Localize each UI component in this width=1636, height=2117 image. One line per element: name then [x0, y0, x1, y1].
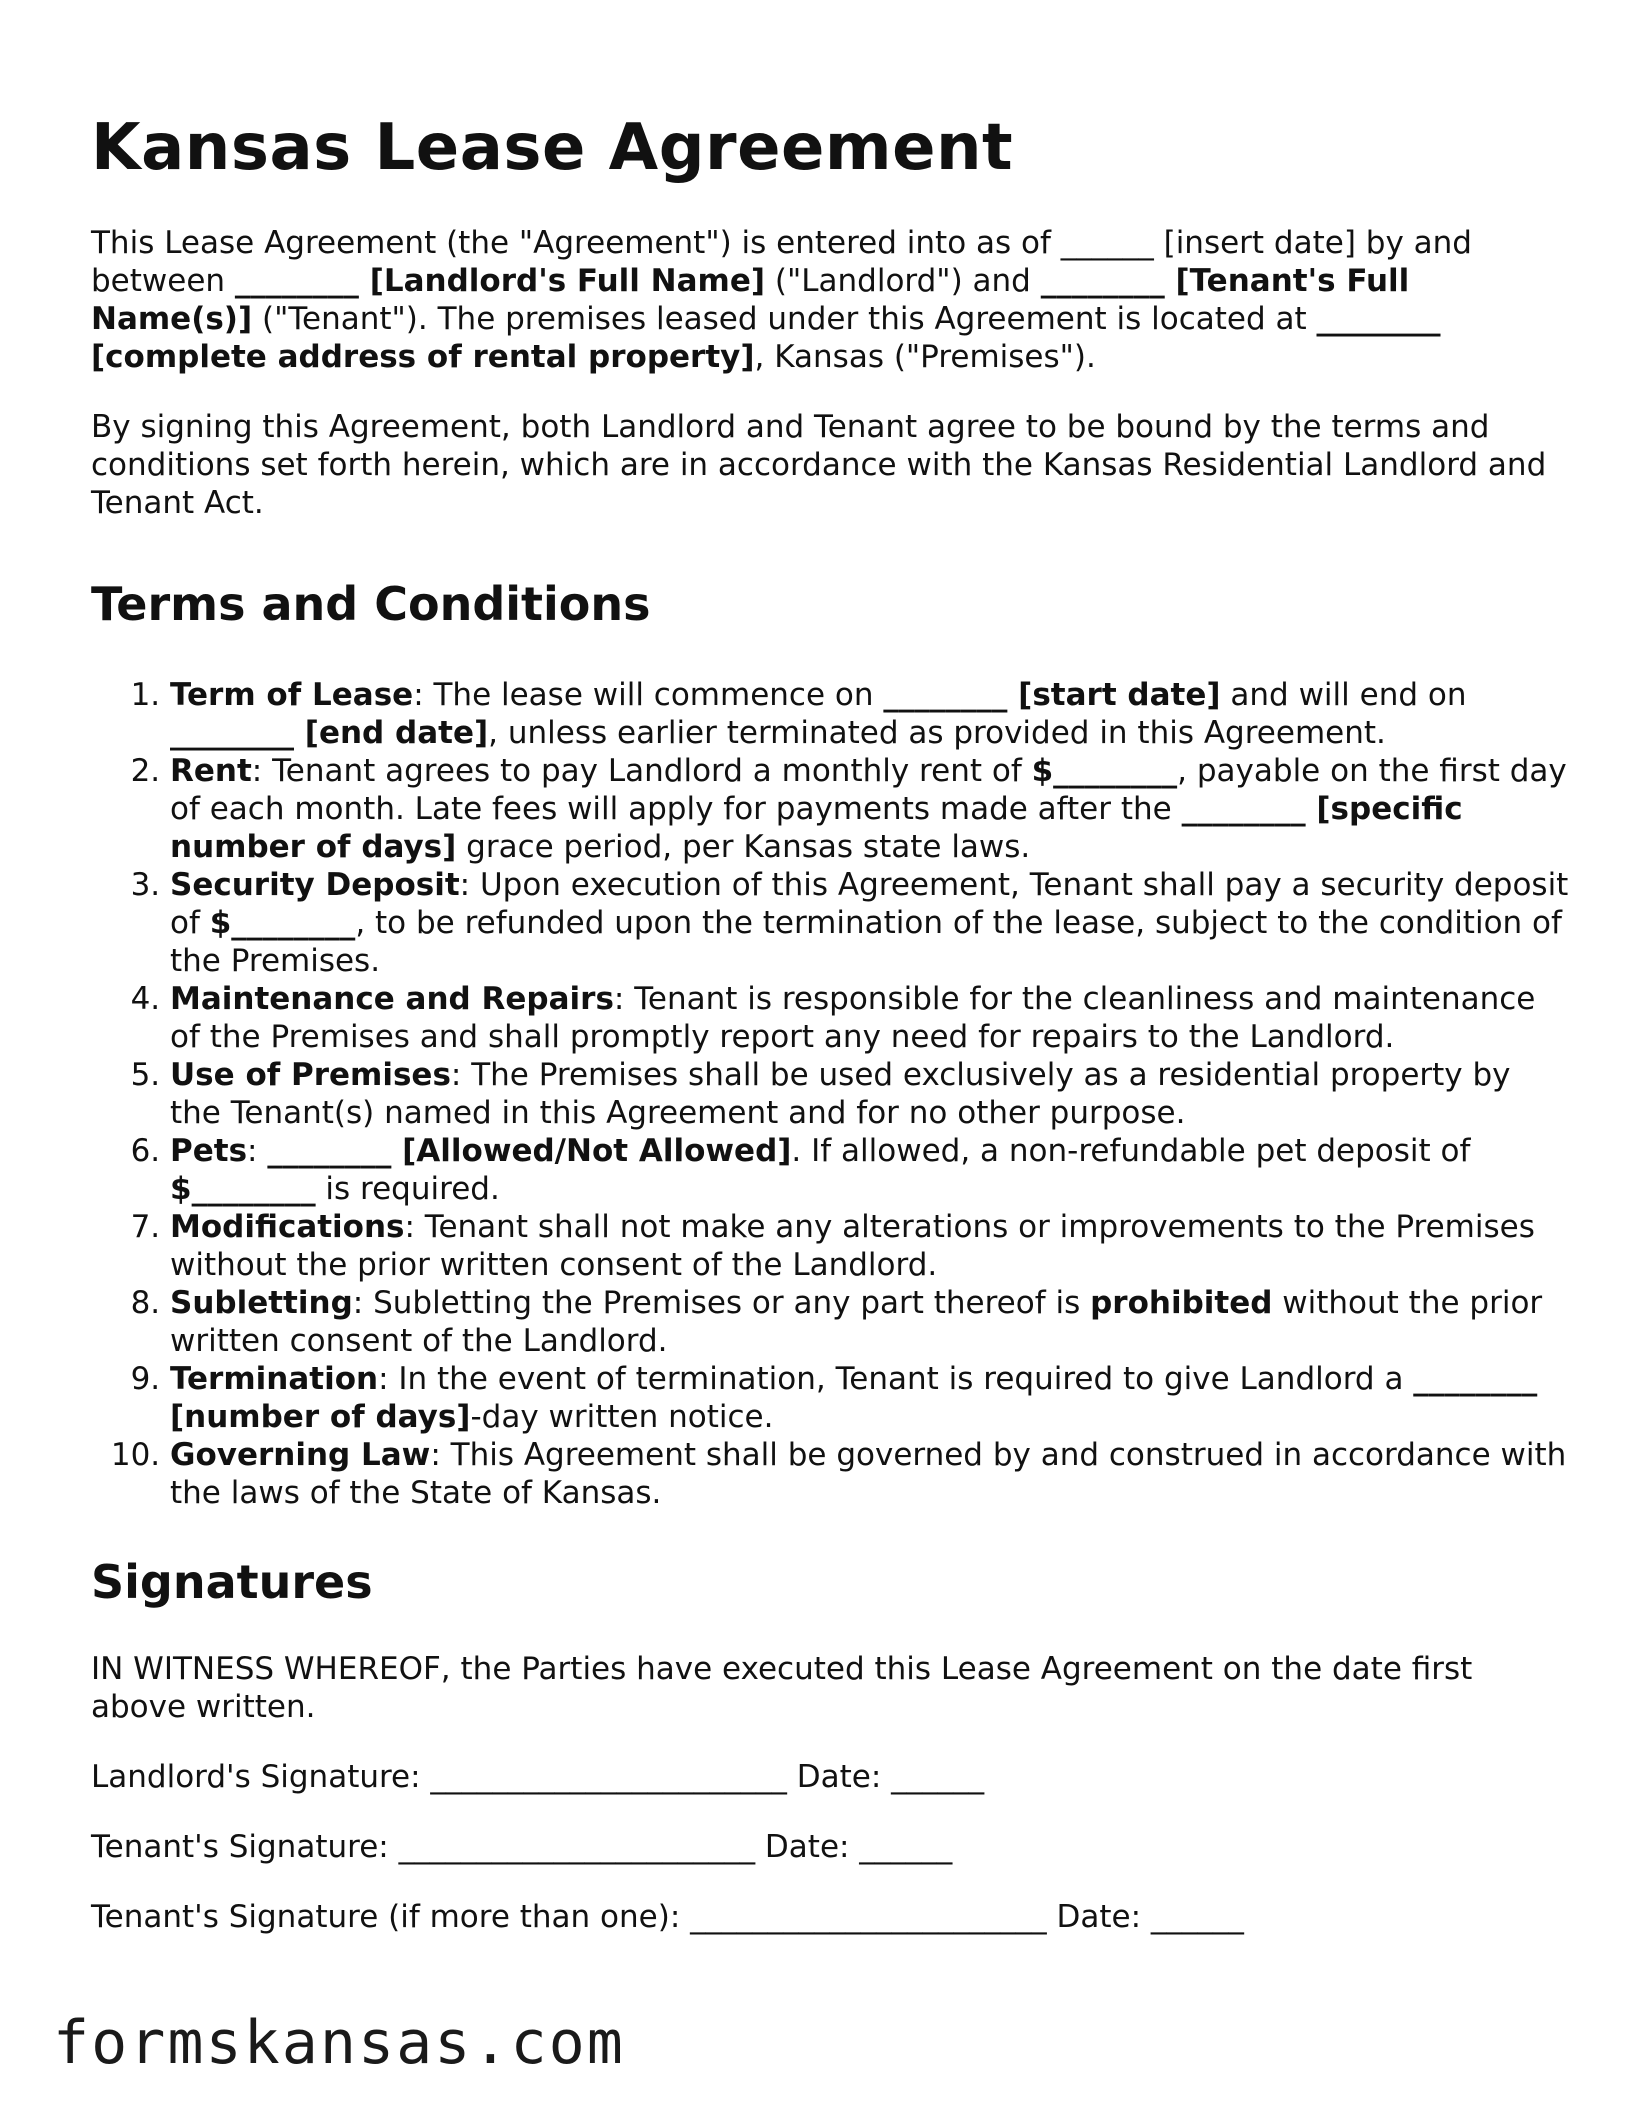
term-item-governing-law: 10. Governing Law: This Agreement shall be governed by and construed in accordance with the laws of the State of Kansas.: [170, 1436, 1571, 1512]
term-item-termination: 9. Termination: In the event of termination, Tenant is required to give Landlord a ________ [number of days]-day written notice.: [170, 1360, 1571, 1436]
landlord-signature-line: Landlord's Signature: _______________________ Date: ______: [91, 1759, 985, 1795]
page-title: Kansas Lease Agreement: [91, 111, 1014, 185]
term-item-lease: 1. Term of Lease: The lease will commence on ________ [start date] and will end on ________ [end date], unless earlier terminated as provided in this Agreement.: [170, 676, 1571, 752]
term-item-modifications: 7. Modifications: Tenant shall not make any alterations or improvements to the Premises without the prior written consent of the Landlord.: [170, 1208, 1571, 1284]
intro-paragraph: This Lease Agreement (the "Agreement") is entered into as of ______ [insert date] by and between ________ [Landlord's Full Name] ("Landlord") and ________ [Tenant's Full Name(s)] ("Tenant"). The premises leased under this Agreement is located at ________ [complete address of rental property], Kansas ("Premises").: [91, 225, 1472, 375]
signatures-heading: Signatures: [91, 1555, 373, 1609]
terms-heading: Terms and Conditions: [91, 577, 651, 631]
additional-tenant-signature-line: Tenant's Signature (if more than one): _______________________ Date: ______: [91, 1899, 1244, 1935]
term-item-rent: 2. Rent: Tenant agrees to pay Landlord a monthly rent of $________, payable on the first day of each month. Late fees will apply for payments made after the ________ [specific number of days] grace period, per Kansas state laws.: [170, 752, 1571, 866]
term-item-security-deposit: 3. Security Deposit: Upon execution of this Agreement, Tenant shall pay a security deposit of $________, to be refunded upon the termination of the lease, subject to the condition of the Premises.: [170, 866, 1571, 980]
site-watermark: formskansas.com: [53, 2008, 625, 2078]
agreement-paragraph: By signing this Agreement, both Landlord and Tenant agree to be bound by the terms and conditions set forth herein, which are in accordance with the Kansas Residential Landlord and Tenant Act.: [91, 409, 1547, 521]
term-item-pets: 6. Pets: ________ [Allowed/Not Allowed]. If allowed, a non-refundable pet deposit of $________ is required.: [170, 1132, 1571, 1208]
term-item-subletting: 8. Subletting: Subletting the Premises or any part thereof is prohibited without the prior written consent of the Landlord.: [170, 1284, 1571, 1360]
term-item-use-of-premises: 5. Use of Premises: The Premises shall be used exclusively as a residential property by the Tenant(s) named in this Agreement and for no other purpose.: [170, 1056, 1571, 1132]
term-item-maintenance: 4. Maintenance and Repairs: Tenant is responsible for the cleanliness and maintenance of the Premises and shall promptly report any need for repairs to the Landlord.: [170, 980, 1571, 1056]
terms-list: [91, 676, 1571, 1512]
tenant-signature-line: Tenant's Signature: _______________________ Date: ______: [91, 1829, 953, 1865]
witness-statement: IN WITNESS WHEREOF, the Parties have executed this Lease Agreement on the date first above written.: [91, 1651, 1473, 1725]
document-page: [91, 108, 1571, 1968]
